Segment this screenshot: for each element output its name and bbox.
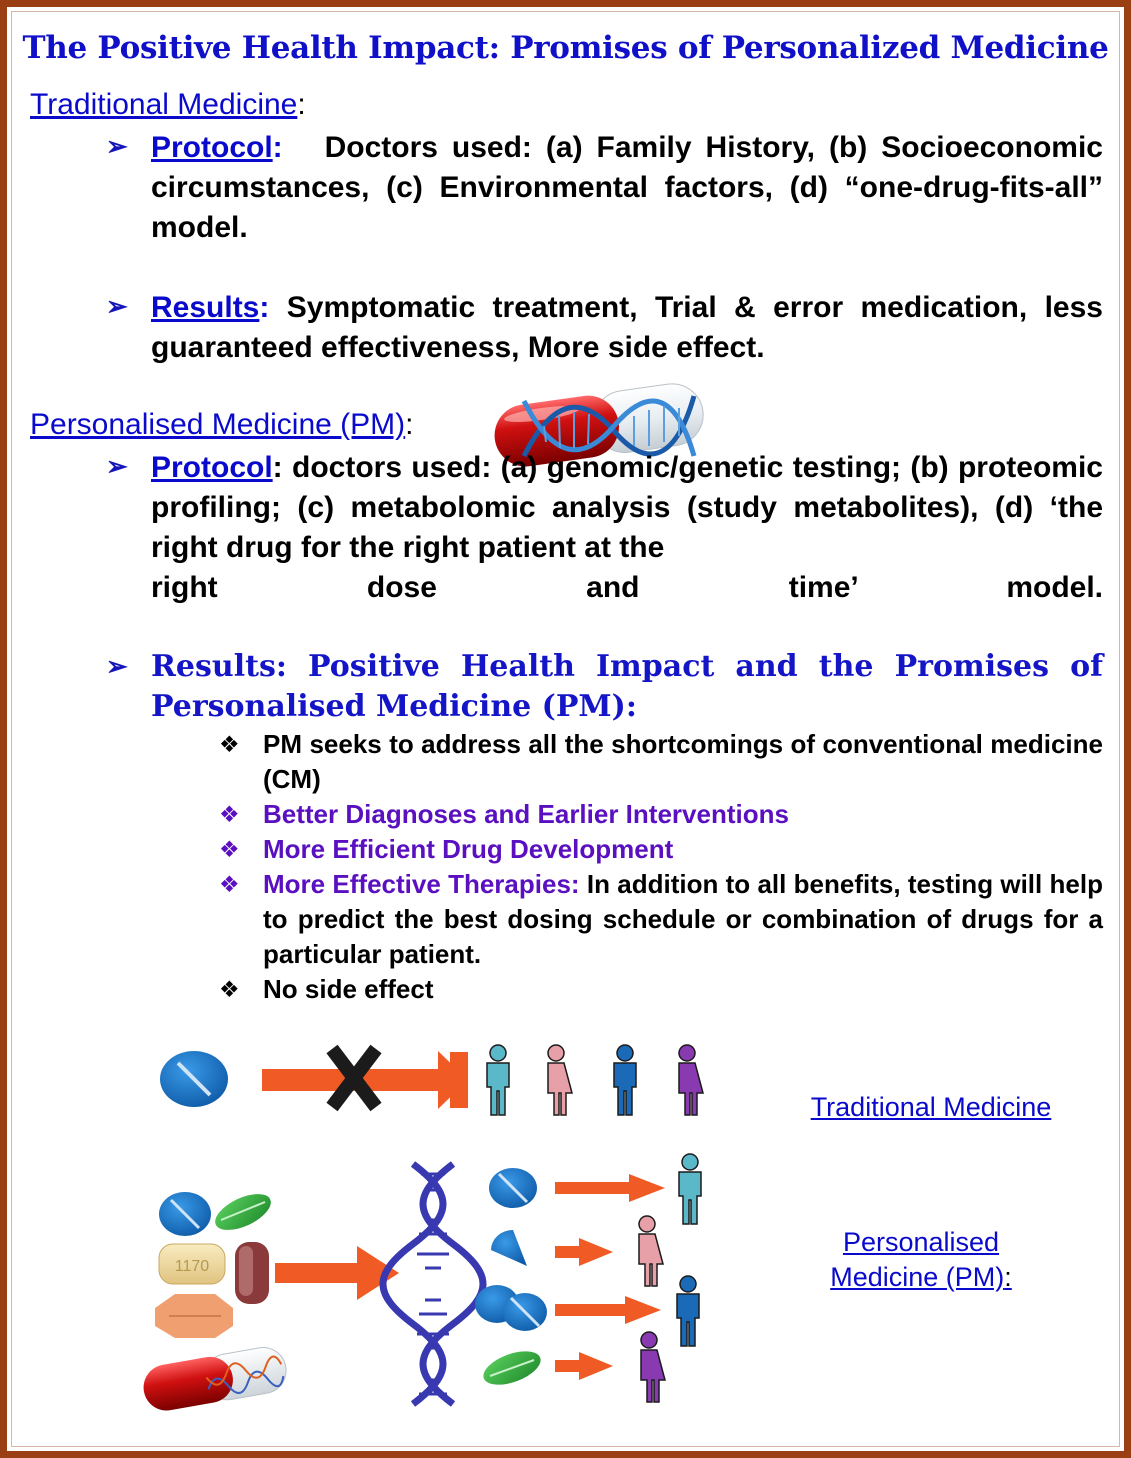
person-male-icon xyxy=(614,1045,636,1115)
blue-pill-icon xyxy=(159,1192,211,1236)
pm-bullet-3: More Efficient Drug Development xyxy=(263,834,674,864)
pm-bullet-4 xyxy=(263,867,1103,972)
traditional-protocol-text: Doctors used: (a) Family History, (b) Socioeconomic circumstances, (c) Environmental factors, (d) “one-drug-fits-all” model. xyxy=(151,131,1103,244)
orange-tablet-icon xyxy=(155,1294,233,1338)
pill-imprint: 1170 xyxy=(174,1258,210,1275)
orange-arrow-icon xyxy=(555,1238,613,1266)
traditional-heading[interactable]: Traditional Medicine xyxy=(30,88,298,121)
personalised-heading-row xyxy=(30,408,414,442)
person-female-icon xyxy=(641,1332,665,1402)
pm-protocol-text: doctors used: (a) genomic/genetic testing; (b) proteomic profiling; (c) metabolomic analysis (study metabolites), (d) ‘the right drug for the right patient at the xyxy=(151,451,1103,564)
maroon-pill-icon xyxy=(235,1242,269,1304)
label-colon: : xyxy=(259,291,270,324)
label-colon: : xyxy=(272,131,283,164)
pm-protocol-label[interactable]: Protocol xyxy=(151,451,273,484)
orange-arrow-icon xyxy=(275,1246,399,1300)
orange-arrow-icon xyxy=(555,1296,661,1324)
traditional-results xyxy=(151,288,1103,368)
arrow-bullet-icon: ➢ xyxy=(106,451,128,481)
traditional-results-text: Symptomatic treatment, Trial & error medication, less guaranteed effectiveness, More side effect. xyxy=(151,291,1103,364)
orange-arrow-icon xyxy=(555,1352,613,1380)
two-blue-pills-icon xyxy=(475,1285,547,1331)
person-male-icon xyxy=(677,1276,699,1346)
figure-pm-label-line1[interactable]: Personalised xyxy=(842,1227,1000,1257)
pm-bullet-5: No side effect xyxy=(263,974,434,1004)
person-female-icon xyxy=(548,1045,572,1115)
dna-capsule-icon xyxy=(140,1344,290,1414)
figure-pm-label xyxy=(780,1225,1062,1295)
heading-colon: : xyxy=(405,408,414,441)
person-male-icon xyxy=(679,1154,701,1224)
half-pill-icon xyxy=(491,1230,527,1266)
diamond-bullet-icon: ❖ xyxy=(219,871,240,897)
personalised-heading[interactable]: Personalised Medicine (PM) xyxy=(30,408,406,441)
figure-pm-label-line2[interactable]: Medicine (PM) xyxy=(830,1262,1005,1292)
pm-bullet-1: PM seeks to address all the shortcomings of conventional medicine (CM) xyxy=(263,729,1103,794)
arrow-bullet-icon: ➢ xyxy=(106,651,128,681)
traditional-heading-row xyxy=(30,88,306,122)
orange-arrow-icon xyxy=(555,1174,665,1202)
traditional-protocol xyxy=(151,128,1103,248)
green-pill-icon xyxy=(210,1187,276,1238)
traditional-results-label[interactable]: Results xyxy=(151,291,260,324)
diamond-bullet-icon: ❖ xyxy=(219,801,240,827)
page-title: The Positive Health Impact: Promises of Personalized Medicine xyxy=(22,30,1109,66)
pm-bullet-4-label: More Effective Therapies: xyxy=(263,869,580,899)
tan-tablet-icon xyxy=(159,1244,225,1284)
pm-bullet-4-text: In addition to all benefits, testing will help to predict the best dosing schedule or combination of drugs for a particular patient. xyxy=(263,869,1103,969)
figure-pm-label-line2-row xyxy=(780,1260,1062,1295)
label-colon: : xyxy=(272,451,283,484)
traditional-protocol-label[interactable]: Protocol xyxy=(151,131,273,164)
diamond-bullet-icon: ❖ xyxy=(219,731,240,757)
diamond-bullet-icon: ❖ xyxy=(219,836,240,862)
person-female-icon xyxy=(639,1216,663,1286)
pm-bullet-2: Better Diagnoses and Earlier Interventions xyxy=(263,799,789,829)
arrow-bullet-icon: ➢ xyxy=(106,131,128,161)
blue-pill-icon xyxy=(489,1168,537,1208)
personalised-figure xyxy=(135,1150,715,1425)
dna-helix-icon xyxy=(383,1164,483,1404)
pm-protocol-last-line: right dose and time’ model. xyxy=(151,571,1103,604)
traditional-figure xyxy=(150,1035,720,1125)
figure-traditional-label[interactable]: Traditional Medicine xyxy=(810,1092,1052,1122)
heading-colon: : xyxy=(297,88,306,121)
pm-results-heading: Results: Positive Health Impact and the Promises of Personalised Medicine (PM): xyxy=(151,649,1103,724)
person-male-icon xyxy=(487,1045,509,1115)
pm-protocol xyxy=(151,448,1103,568)
green-pill-icon xyxy=(479,1345,545,1392)
label-colon: : xyxy=(1004,1262,1012,1292)
arrow-bullet-icon: ➢ xyxy=(106,291,128,321)
diamond-bullet-icon: ❖ xyxy=(219,976,240,1002)
person-female-icon xyxy=(679,1045,703,1115)
blue-pill-icon xyxy=(160,1051,228,1107)
